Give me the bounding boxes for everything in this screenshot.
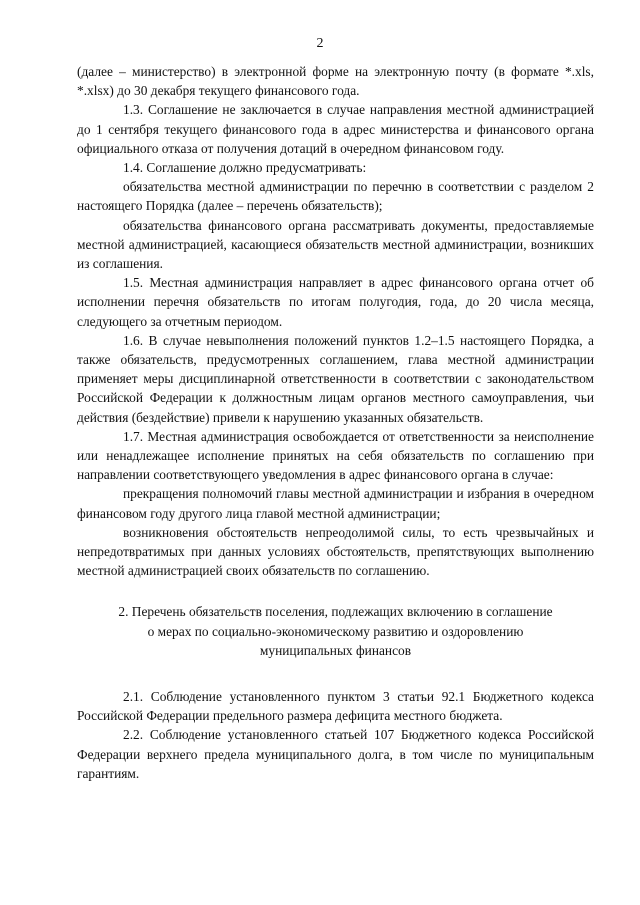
paragraph-1-4: 1.4. Соглашение должно предусматривать:	[123, 160, 367, 176]
paragraph-1-4-item-1: обязательства местной администрации по перечню в соответствии с разделом 2 настоящего Порядка (далее – перечень обязательств);	[77, 179, 594, 214]
paragraph-1-5: 1.5. Местная администрация направляет в адрес финансового органа отчет об исполнении перечня обязательств по итогам полугодия, года, до 20 числа месяца, следующего за отчетным периодом.	[77, 275, 594, 329]
paragraph-2-2: 2.2. Соблюдение установленного статьей 107 Бюджетного кодекса Российской Федерации верхнего предела муниципального долга, в том числе по муниципальным гарантиям.	[77, 727, 594, 781]
section-heading-line-1: 2. Перечень обязательств поселения, подлежащих включению в соглашение	[118, 604, 553, 620]
paragraph-continuation: (далее – министерство) в электронной форме на электронную почту (в формате *.xls, *.xlsx) до 30 декабря текущего финансового года.	[77, 64, 594, 99]
section-heading-line-2: о мерах по социально-экономическому развитию и оздоровлению	[147, 623, 524, 639]
paragraph-2-1: 2.1. Соблюдение установленного пунктом 3 статьи 92.1 Бюджетного кодекса Российской Федерации предельного размера дефицита местного бюджета.	[77, 688, 594, 724]
section-2-heading	[77, 602, 594, 661]
section-heading-line-3: муниципальных финансов	[259, 643, 412, 659]
paragraph-1-3: 1.3. Соглашение не заключается в случае направления местной администрацией до 1 сентября текущего финансового года в адрес министерства и финансового органа официального отказа от получения дотаций в очередном финансовом году.	[77, 102, 594, 156]
page-number: 2	[316, 36, 324, 51]
document-body	[77, 62, 594, 783]
paragraph-1-6: 1.6. В случае невыполнения положений пунктов 1.2–1.5 настоящего Порядка, а также обязательств, предусмотренных соглашением, глава местной администрации применяет меры дисциплинарной ответственности в соответствии с законодательством Российской Федерации к должностным лицам органов местного самоуправления, чьи действия (бездействие) привели к нарушению указанных обязательств.	[77, 332, 594, 425]
paragraph-1-7-item-2: возникновения обстоятельств непреодолимой силы, то есть чрезвычайных и непредотвратимых при данных условиях обстоятельств, препятствующих выполнению местной администрацией своих обязательств по соглашению.	[77, 524, 594, 579]
paragraph-1-7: 1.7. Местная администрация освобождается от ответственности за неисполнение или ненадлежащее исполнение принятых на себя обязательств по соглашению при направлении соответствующего уведомления в адрес финансового органа в случае:	[77, 428, 594, 483]
paragraph-1-7-item-1: прекращения полномочий главы местной администрации и избрания в очередном финансовом году другого лица главой местной администрации;	[77, 486, 594, 521]
paragraph-1-4-item-2: обязательства финансового органа рассматривать документы, предоставляемые местной администрацией, касающиеся обязательств местной администрации, возникших из соглашения.	[77, 217, 594, 272]
